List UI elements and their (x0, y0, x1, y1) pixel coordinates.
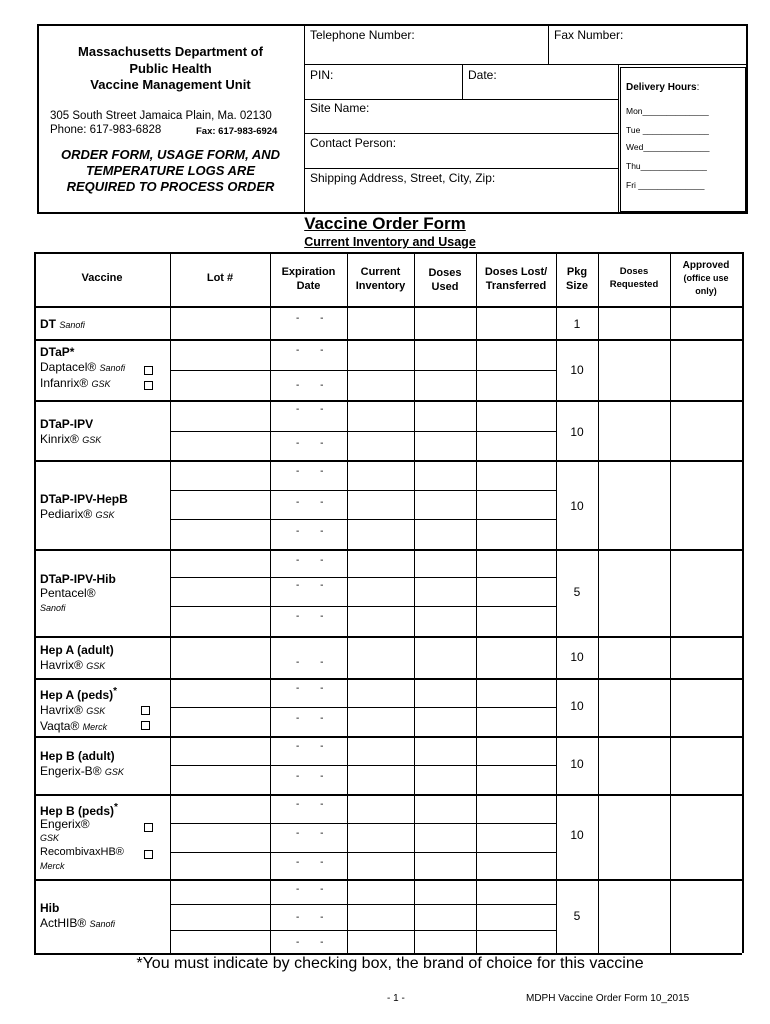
delivery-mon[interactable]: Mon______________ (626, 106, 709, 116)
expiration-date-input[interactable]: - - (296, 380, 333, 391)
expiration-date-input[interactable]: - - (296, 884, 333, 895)
form-subtitle: Current Inventory and Usage (304, 235, 476, 249)
table-row-rule (34, 460, 742, 462)
table-row-rule (34, 549, 742, 551)
expiration-date-input[interactable]: - - (296, 771, 333, 782)
expiration-date-input[interactable]: - - (296, 937, 333, 948)
expiration-date-input[interactable]: - - (296, 741, 333, 752)
vaccine-dtap-ipv-hepb: DTaP-IPV-HepB Pediarix® GSK (40, 492, 128, 521)
pkg-size: 10 (570, 363, 584, 377)
daptacel-checkbox[interactable] (144, 366, 153, 375)
havrix-peds-checkbox[interactable] (141, 706, 150, 715)
table-subrow-rule (170, 577, 556, 578)
site-name-field[interactable]: Site Name: (310, 101, 370, 115)
col-approved: Approved (office use only) (682, 260, 730, 296)
expiration-date-input[interactable]: - - (296, 657, 333, 668)
pkg-size: 10 (570, 699, 584, 713)
pkg-size: 10 (570, 499, 584, 513)
table-column-rule (476, 252, 477, 953)
contact-person-field[interactable]: Contact Person: (310, 136, 397, 150)
date-field[interactable]: Date: (468, 68, 497, 82)
vaccine-dtap-ipv: DTaP-IPV Kinrix® GSK (40, 417, 102, 446)
col-doses-requested: Doses Requested (609, 266, 659, 290)
expiration-date-input[interactable]: - - (296, 345, 333, 356)
table-subrow-rule (170, 707, 556, 708)
col-expiration: Expiration Date (281, 266, 336, 292)
table-subrow-rule (170, 852, 556, 853)
process-notice-line2: TEMPERATURE LOGS ARE (85, 163, 255, 178)
vaccine-hib: Hib ActHIB® Sanofi (40, 901, 116, 930)
table-subrow-rule (170, 519, 556, 520)
org-address: 305 South Street Jamaica Plain, Ma. 02130 (50, 110, 272, 122)
table-subrow-rule (170, 765, 556, 766)
expiration-date-input[interactable]: - - (296, 404, 333, 415)
expiration-date-input[interactable]: - - (296, 497, 333, 508)
table-column-rule (742, 252, 744, 953)
delivery-hours-title: Delivery Hours: (626, 82, 700, 93)
col-pkg-size: Pkg Size (565, 266, 588, 292)
table-row-rule (34, 636, 742, 638)
pkg-size: 5 (573, 909, 581, 923)
table-subrow-rule (170, 930, 556, 931)
vaccine-hepb-adult: Hep B (adult) Engerix-B® GSK (40, 749, 124, 778)
org-name-line2: Public Health (129, 61, 212, 76)
pkg-size: 10 (570, 425, 584, 439)
pkg-size: 10 (570, 828, 584, 842)
table-column-rule (556, 252, 557, 953)
delivery-tue[interactable]: Tue ______________ (626, 125, 709, 135)
expiration-date-input[interactable]: - - (296, 438, 333, 449)
engerix-peds-checkbox[interactable] (144, 823, 153, 832)
table-column-rule (598, 252, 599, 953)
org-name-line3: Vaccine Management Unit (90, 77, 251, 92)
pkg-size: 1 (573, 317, 581, 331)
table-top-rule (34, 252, 742, 254)
pkg-size: 10 (570, 757, 584, 771)
table-subrow-rule (170, 490, 556, 491)
col-doses-used: Doses Used (428, 267, 462, 293)
expiration-date-input[interactable]: - - (296, 580, 333, 591)
col-vaccine: Vaccine (81, 272, 123, 284)
col-inventory: Current Inventory (355, 266, 406, 292)
shipping-address-field[interactable]: Shipping Address, Street, City, Zip: (310, 171, 496, 185)
expiration-date-input[interactable]: - - (296, 828, 333, 839)
table-subrow-rule (170, 370, 556, 371)
expiration-date-input[interactable]: - - (296, 799, 333, 810)
table-row-rule (34, 879, 742, 881)
pkg-size: 10 (570, 650, 584, 664)
brand-footnote: *You must indicate by checking box, the brand of choice for this vaccine (136, 955, 644, 972)
vaqta-checkbox[interactable] (141, 721, 150, 730)
col-lot: Lot # (206, 272, 234, 284)
expiration-date-input[interactable]: - - (296, 526, 333, 537)
table-row-rule (34, 400, 742, 402)
expiration-date-input[interactable]: - - (296, 683, 333, 694)
pin-field[interactable]: PIN: (310, 68, 334, 82)
expiration-date-input[interactable]: - - (296, 713, 333, 724)
org-name-line1: Massachusetts Department of (78, 44, 263, 59)
table-column-rule (347, 252, 348, 953)
table-row-rule (34, 953, 742, 955)
telephone-field[interactable]: Telephone Number: (310, 28, 415, 42)
table-column-rule (670, 252, 671, 953)
table-row-rule (34, 678, 742, 680)
table-column-rule (34, 252, 36, 953)
table-subrow-rule (170, 823, 556, 824)
vaccine-dtap-ipv-hib: DTaP-IPV-Hib Pentacel® Sanofi (40, 572, 116, 613)
expiration-date-input[interactable]: - - (296, 466, 333, 477)
table-row-rule (34, 736, 742, 738)
vaccine-dtap: DTaP* Daptacel® Sanofi Infanrix® GSK (40, 345, 126, 390)
table-row-rule (34, 339, 742, 341)
col-doses-lost: Doses Lost/ Transferred (484, 266, 548, 292)
expiration-date-input[interactable]: - - (296, 555, 333, 566)
table-subrow-rule (170, 904, 556, 905)
expiration-date-input[interactable]: - - (296, 611, 333, 622)
expiration-date-input[interactable]: - - (296, 857, 333, 868)
vaccine-hepa-adult: Hep A (adult) Havrix® GSK (40, 643, 114, 672)
vaccine-hepa-peds: Hep A (peds)* Havrix® GSK Vaqta® Merck (40, 686, 118, 733)
table-column-rule (270, 252, 271, 953)
delivery-thu[interactable]: Thu______________ (626, 161, 707, 171)
form-id: MDPH Vaccine Order Form 10_2015 (526, 993, 690, 1004)
vaccine-dt: DT Sanofi (40, 317, 85, 331)
recombivax-checkbox[interactable] (144, 850, 153, 859)
delivery-fri[interactable]: Fri ______________ (626, 180, 705, 190)
vaccine-hepb-peds: Hep B (peds)* Engerix® GSK RecombivaxHB® Merck (40, 802, 124, 871)
table-header-rule (34, 306, 742, 308)
table-subrow-rule (170, 431, 556, 432)
fax-field[interactable]: Fax Number: (554, 28, 624, 42)
expiration-date-input[interactable]: - - (296, 912, 333, 923)
org-fax: Fax: 617-983-6924 (196, 126, 278, 137)
infanrix-checkbox[interactable] (144, 381, 153, 390)
table-column-rule (170, 252, 171, 953)
pkg-size: 5 (573, 585, 581, 599)
page-number: - 1 - (387, 993, 405, 1004)
table-column-rule (414, 252, 415, 953)
table-row-rule (34, 794, 742, 796)
table-subrow-rule (170, 606, 556, 607)
process-notice-line1: ORDER FORM, USAGE FORM, AND (60, 147, 281, 162)
delivery-wed[interactable]: Wed______________ (626, 142, 710, 152)
form-title: Vaccine Order Form (304, 214, 466, 233)
org-phone: Phone: 617-983-6828 (50, 124, 162, 136)
process-notice-line3: REQUIRED TO PROCESS ORDER (66, 179, 275, 194)
expiration-date-input[interactable]: - - (296, 313, 333, 324)
